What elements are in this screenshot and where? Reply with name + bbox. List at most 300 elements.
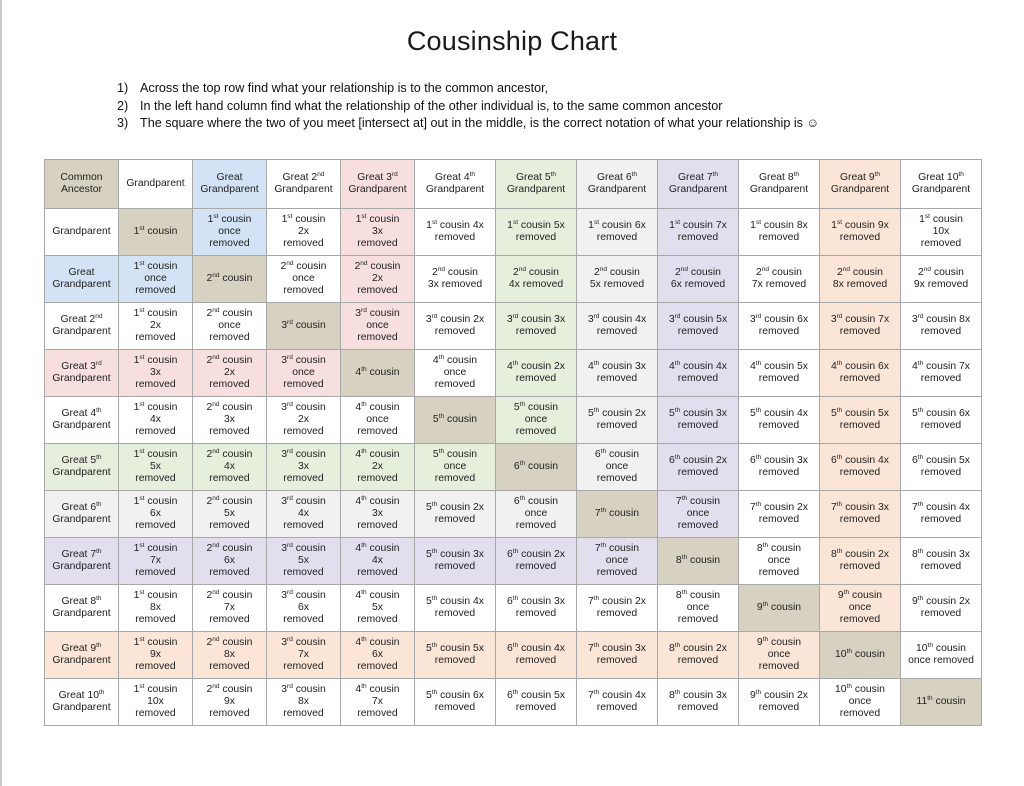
table-cell — [820, 209, 901, 256]
cell-text: 2nd cousin 5x removed — [206, 495, 253, 531]
cell-text: 3rd cousin 2x removed — [425, 313, 485, 337]
instruction-text: Across the top row find what your relationship is to the common ancestor, — [140, 81, 549, 95]
cell-text: 2nd cousin 6x removed — [206, 542, 253, 578]
cell-text: 5th cousin once removed — [513, 401, 559, 437]
table-cell — [341, 397, 415, 444]
diagonal-cell — [820, 632, 901, 679]
table-cell — [577, 585, 658, 632]
cell-text: 2nd cousin 9x removed — [913, 266, 969, 290]
cell-text: 5th cousin 3x removed — [426, 548, 484, 572]
cell-text: 4th cousin — [355, 366, 400, 378]
table-cell — [496, 491, 577, 538]
table-cell — [496, 538, 577, 585]
table-cell — [577, 256, 658, 303]
table-cell — [496, 397, 577, 444]
table-cell — [267, 679, 341, 726]
cell-text: 4th cousin 2x removed — [355, 448, 400, 484]
table-cell — [119, 632, 193, 679]
cell-text: 9th cousin — [756, 601, 802, 613]
cell-text: 6th cousin 4x removed — [831, 454, 889, 478]
cell-text: 2nd cousin 6x removed — [670, 266, 726, 290]
table-cell — [658, 491, 739, 538]
instruction-number: 2) — [117, 98, 129, 113]
table-row — [45, 679, 982, 726]
diagonal-cell — [901, 679, 982, 726]
table-cell — [193, 538, 267, 585]
table-cell — [341, 585, 415, 632]
cell-text: 7th cousin 2x removed — [588, 595, 646, 619]
table-cell — [415, 209, 496, 256]
cell-text: 3rd cousin — [281, 319, 326, 331]
cell-text: 9th cousin 2x removed — [750, 689, 808, 713]
cell-text: 8th cousin 3x removed — [669, 689, 727, 713]
row-header — [45, 209, 119, 256]
table-cell — [820, 303, 901, 350]
column-header — [193, 160, 267, 209]
table-cell — [341, 632, 415, 679]
column-header — [267, 160, 341, 209]
cell-text: 5th cousin 6x removed — [912, 407, 970, 431]
table-cell — [577, 538, 658, 585]
table-cell — [577, 303, 658, 350]
cell-text: 2nd cousin 8x removed — [206, 636, 253, 672]
table-row — [45, 350, 982, 397]
table-cell — [820, 444, 901, 491]
table-cell — [119, 444, 193, 491]
diagonal-cell — [193, 256, 267, 303]
table-cell — [739, 679, 820, 726]
cell-text: 10th cousin once removed — [835, 683, 885, 719]
cell-text: 2nd cousin 3x removed — [206, 401, 253, 437]
cell-text: 5th cousin 4x removed — [750, 407, 808, 431]
table-cell — [577, 209, 658, 256]
cell-text: 1st cousin 3x removed — [133, 354, 178, 390]
table-cell — [496, 679, 577, 726]
column-header — [739, 160, 820, 209]
cell-text: Great 4th Grandparent — [425, 171, 485, 195]
column-header — [341, 160, 415, 209]
cell-text: Great Grandparent — [52, 267, 111, 290]
table-cell — [658, 303, 739, 350]
cell-text: 7th cousin 4x removed — [912, 501, 970, 525]
diagonal-cell — [496, 444, 577, 491]
table-cell — [820, 538, 901, 585]
cell-text: 5th cousin 6x removed — [426, 689, 484, 713]
table-cell — [577, 632, 658, 679]
table-cell — [193, 209, 267, 256]
cell-text: Great 5th Grandparent — [52, 454, 111, 478]
cell-text: 1st cousin 7x removed — [133, 542, 178, 578]
table-row — [45, 538, 982, 585]
cell-text: 3rd cousin 6x removed — [749, 313, 809, 337]
cell-text: 4th cousin 3x removed — [355, 495, 400, 531]
table-cell — [341, 256, 415, 303]
table-cell — [193, 585, 267, 632]
cell-text: 4th cousin 5x removed — [750, 360, 808, 384]
cell-text: 2nd cousin 4x removed — [206, 448, 253, 484]
diagonal-cell — [341, 350, 415, 397]
table-row — [45, 303, 982, 350]
instruction-item — [117, 80, 819, 98]
table-cell — [496, 585, 577, 632]
cell-text: Great 5th Grandparent — [506, 171, 566, 195]
cell-text: 1st cousin once removed — [207, 213, 252, 249]
row-header — [45, 679, 119, 726]
table-cell — [901, 397, 982, 444]
instruction-number: 1) — [117, 81, 129, 95]
cell-text: Great 8th Grandparent — [52, 595, 111, 619]
table-cell — [739, 444, 820, 491]
table-row — [45, 491, 982, 538]
table-cell — [739, 350, 820, 397]
cell-text: 8th cousin once removed — [675, 589, 721, 625]
cell-text: 6th cousin — [513, 460, 559, 472]
cell-text: 2nd cousin 2x removed — [354, 260, 401, 296]
cell-text: Great 4th Grandparent — [52, 407, 111, 431]
cell-text: 5th cousin 3x removed — [669, 407, 727, 431]
cell-text: Great 9th Grandparent — [52, 642, 111, 666]
table-cell — [496, 632, 577, 679]
cell-text: 4th cousin 5x removed — [355, 589, 400, 625]
table-cell — [267, 632, 341, 679]
table-cell — [415, 632, 496, 679]
diagonal-cell — [739, 585, 820, 632]
table-cell — [267, 444, 341, 491]
table-cell — [658, 444, 739, 491]
table-cell — [901, 444, 982, 491]
cell-text: 1st cousin 6x removed — [133, 495, 178, 531]
cell-text: 8th cousin once removed — [756, 542, 802, 578]
cell-text: 5th cousin — [432, 413, 478, 425]
row-header — [45, 444, 119, 491]
cell-text: 2nd cousin — [206, 272, 253, 284]
cell-text: 1st cousin 8x removed — [133, 589, 178, 625]
table-row — [45, 209, 982, 256]
row-header — [45, 538, 119, 585]
column-header — [415, 160, 496, 209]
cell-text: 1st cousin 8x removed — [750, 219, 808, 243]
table-cell — [415, 350, 496, 397]
table-cell — [820, 350, 901, 397]
table-cell — [119, 679, 193, 726]
column-header — [820, 160, 901, 209]
cell-text: 6th cousin 3x removed — [507, 595, 565, 619]
row-header — [45, 491, 119, 538]
cell-text: Grandparent — [126, 178, 185, 189]
column-header — [901, 160, 982, 209]
corner-header — [45, 160, 119, 209]
cell-text: 3rd cousin 8x removed — [911, 313, 971, 337]
table-cell — [341, 303, 415, 350]
instruction-item — [117, 115, 819, 133]
table-cell — [119, 350, 193, 397]
cell-text: 2nd cousin 5x removed — [589, 266, 645, 290]
cell-text: 8th cousin 3x removed — [912, 548, 970, 572]
table-cell — [739, 397, 820, 444]
table-cell — [193, 397, 267, 444]
table-cell — [577, 397, 658, 444]
table-row — [45, 632, 982, 679]
table-cell — [739, 538, 820, 585]
table-cell — [415, 303, 496, 350]
cell-text: 9th cousin once removed — [837, 589, 883, 625]
table-cell — [901, 538, 982, 585]
cell-text: 1st cousin 4x removed — [133, 401, 178, 437]
diagonal-cell — [267, 303, 341, 350]
table-cell — [267, 538, 341, 585]
table-row — [45, 397, 982, 444]
cell-text: 2nd cousin 7x removed — [751, 266, 807, 290]
cell-text: 5th cousin 5x removed — [831, 407, 889, 431]
table-cell — [193, 491, 267, 538]
cell-text: 5th cousin 2x removed — [426, 501, 484, 525]
cell-text: 8th cousin 2x removed — [831, 548, 889, 572]
header-row — [45, 160, 982, 209]
cell-text: 3rd cousin 6x removed — [281, 589, 326, 625]
row-header — [45, 397, 119, 444]
table-cell — [820, 256, 901, 303]
table-cell — [658, 350, 739, 397]
cell-text: 3rd cousin 2x removed — [281, 401, 326, 437]
cell-text: 6th cousin 5x removed — [912, 454, 970, 478]
cell-text: 1st cousin 5x removed — [133, 448, 178, 484]
cell-text: Great 10th Grandparent — [911, 171, 971, 195]
instruction-text: The square where the two of you meet [intersect at] out in the middle, is the correct notation of what your relationship is ☺ — [140, 116, 820, 130]
cell-text: 2nd cousin 3x removed — [427, 266, 483, 290]
cell-text: 1st cousin 3x removed — [355, 213, 400, 249]
table-cell — [415, 585, 496, 632]
cell-text: 4th cousin once removed — [432, 354, 478, 390]
cell-text: 3rd cousin 3x removed — [281, 448, 326, 484]
cell-text: 2nd cousin 7x removed — [206, 589, 253, 625]
table-cell — [341, 491, 415, 538]
cell-text: 1st cousin 10x removed — [133, 683, 178, 719]
table-cell — [119, 397, 193, 444]
cell-text: Great 10th Grandparent — [52, 689, 111, 713]
cell-text: 3rd cousin once removed — [281, 354, 326, 390]
cell-text: 1st cousin 7x removed — [669, 219, 727, 243]
cell-text: 6th cousin once removed — [594, 448, 640, 484]
table-cell — [193, 350, 267, 397]
cell-text: 6th cousin 5x removed — [507, 689, 565, 713]
cell-text: 2nd cousin once removed — [206, 307, 253, 343]
cell-text: 5th cousin 4x removed — [426, 595, 484, 619]
cell-text: 7th cousin 2x removed — [750, 501, 808, 525]
cell-text: 4th cousin 4x removed — [355, 542, 400, 578]
row-header — [45, 350, 119, 397]
cell-text: 10th cousin — [835, 648, 885, 660]
table-cell — [901, 350, 982, 397]
table-cell — [901, 632, 982, 679]
table-cell — [901, 491, 982, 538]
cell-text: 1st cousin 10x removed — [919, 213, 963, 249]
column-header — [658, 160, 739, 209]
cell-text: 3rd cousin 3x removed — [506, 313, 566, 337]
table-cell — [267, 350, 341, 397]
table-cell — [496, 303, 577, 350]
table-cell — [415, 491, 496, 538]
table-cell — [496, 209, 577, 256]
column-header — [577, 160, 658, 209]
cell-text: 4th cousin once removed — [355, 401, 400, 437]
row-header — [45, 585, 119, 632]
cell-text: Great 7th Grandparent — [52, 548, 111, 572]
table-cell — [415, 256, 496, 303]
cell-text: Great 6th Grandparent — [587, 171, 647, 195]
table-cell — [341, 679, 415, 726]
cell-text: 8th cousin — [675, 554, 721, 566]
cell-text: 5th cousin 5x removed — [426, 642, 484, 666]
table-cell — [577, 679, 658, 726]
table-cell — [658, 397, 739, 444]
cell-text: 1st cousin 6x removed — [588, 219, 646, 243]
cell-text: 11th cousin — [916, 695, 966, 707]
table-cell — [658, 679, 739, 726]
table-cell — [119, 538, 193, 585]
table-cell — [193, 632, 267, 679]
cell-text: 6th cousin 2x removed — [669, 454, 727, 478]
cell-text: 1st cousin 2x removed — [281, 213, 326, 249]
table-cell — [577, 350, 658, 397]
diagonal-cell — [658, 538, 739, 585]
cell-text: Great 3rd Grandparent — [52, 360, 111, 384]
cell-text: 1st cousin 9x removed — [831, 219, 889, 243]
table-cell — [267, 256, 341, 303]
table-cell — [341, 444, 415, 491]
table-cell — [341, 538, 415, 585]
cell-text: Grandparent — [52, 226, 111, 237]
cell-text: 2nd cousin 9x removed — [206, 683, 253, 719]
table-cell — [193, 444, 267, 491]
table-cell — [739, 256, 820, 303]
instruction-item — [117, 98, 819, 116]
cell-text: Great 8th Grandparent — [749, 171, 809, 195]
cell-text: 9th cousin once removed — [756, 636, 802, 672]
table-cell — [341, 209, 415, 256]
cell-text: 1st cousin 2x removed — [133, 307, 178, 343]
table-cell — [119, 491, 193, 538]
table-cell — [739, 491, 820, 538]
table-cell — [267, 209, 341, 256]
table-cell — [820, 679, 901, 726]
table-cell — [658, 632, 739, 679]
cell-text: 9th cousin 2x removed — [912, 595, 970, 619]
row-header — [45, 632, 119, 679]
table-cell — [415, 538, 496, 585]
cell-text: 2nd cousin once removed — [280, 260, 327, 296]
cell-text: 3rd cousin 7x removed — [281, 636, 326, 672]
cell-text: 1st cousin once removed — [133, 260, 178, 296]
table-cell — [267, 585, 341, 632]
cell-text: Great 2nd Grandparent — [274, 171, 333, 195]
cell-text: 1st cousin — [133, 225, 178, 237]
cell-text: Great 2nd Grandparent — [52, 313, 111, 337]
cell-text: 7th cousin once removed — [675, 495, 721, 531]
table-cell — [193, 303, 267, 350]
table-cell — [820, 585, 901, 632]
cell-text: 6th cousin 4x removed — [507, 642, 565, 666]
cell-text: 3rd cousin 4x removed — [587, 313, 647, 337]
cell-text: 5th cousin once removed — [432, 448, 478, 484]
diagonal-cell — [577, 491, 658, 538]
table-cell — [496, 350, 577, 397]
cell-text: 2nd cousin 4x removed — [508, 266, 564, 290]
table-cell — [267, 491, 341, 538]
cell-text: 1st cousin 5x removed — [507, 219, 565, 243]
cell-text: 4th cousin 6x removed — [355, 636, 400, 672]
table-cell — [577, 444, 658, 491]
cell-text: 6th cousin 2x removed — [507, 548, 565, 572]
cell-text: Great 7th Grandparent — [668, 171, 728, 195]
cell-text: 4th cousin 4x removed — [669, 360, 727, 384]
table-cell — [739, 303, 820, 350]
table-cell — [415, 679, 496, 726]
table-cell — [267, 397, 341, 444]
table-cell — [739, 209, 820, 256]
table-row — [45, 256, 982, 303]
cell-text: 10th cousin once removed — [908, 642, 974, 666]
cell-text: 4th cousin 3x removed — [588, 360, 646, 384]
cell-text: 3rd cousin 5x removed — [668, 313, 728, 337]
table-cell — [658, 585, 739, 632]
cell-text: 4th cousin 7x removed — [912, 360, 970, 384]
table-cell — [193, 679, 267, 726]
table-cell — [901, 303, 982, 350]
cell-text: 4th cousin 6x removed — [831, 360, 889, 384]
cell-text: 3rd cousin 8x removed — [281, 683, 326, 719]
diagonal-cell — [119, 209, 193, 256]
cell-text: 6th cousin 3x removed — [750, 454, 808, 478]
cell-text: 5th cousin 2x removed — [588, 407, 646, 431]
row-header — [45, 256, 119, 303]
instruction-number: 3) — [117, 116, 129, 130]
table-cell — [415, 444, 496, 491]
table-cell — [739, 632, 820, 679]
cell-text: 7th cousin once removed — [594, 542, 640, 578]
cell-text: 2nd cousin 2x removed — [206, 354, 253, 390]
instruction-text: In the left hand column find what the relationship of the other individual is, to the same common ancestor — [140, 98, 723, 113]
cell-text: Great 6th Grandparent — [52, 501, 111, 525]
cell-text: Great 3rd Grandparent — [348, 171, 407, 195]
table-cell — [901, 256, 982, 303]
cell-text: 3rd cousin 5x removed — [281, 542, 326, 578]
table-cell — [658, 256, 739, 303]
table-cell — [119, 585, 193, 632]
instructions-list — [117, 80, 819, 133]
column-header — [119, 160, 193, 209]
cell-text: 3rd cousin 4x removed — [281, 495, 326, 531]
table-cell — [901, 209, 982, 256]
cell-text: 3rd cousin once removed — [355, 307, 400, 343]
table-cell — [820, 491, 901, 538]
diagonal-cell — [415, 397, 496, 444]
cell-text: 7th cousin 3x removed — [831, 501, 889, 525]
cell-text: 3rd cousin 7x removed — [830, 313, 890, 337]
cell-text: 7th cousin 4x removed — [588, 689, 646, 713]
cell-text: 6th cousin once removed — [513, 495, 559, 531]
page-title: Cousinship Chart — [406, 26, 618, 56]
table-cell — [119, 303, 193, 350]
cousinship-table — [44, 159, 982, 726]
cell-text: 1st cousin 9x removed — [133, 636, 178, 672]
table-cell — [119, 256, 193, 303]
cell-text: Great 9th Grandparent — [830, 171, 890, 195]
page-edge — [0, 0, 2, 786]
table-row — [45, 585, 982, 632]
row-header — [45, 303, 119, 350]
table-cell — [901, 585, 982, 632]
cell-text: Great Grandparent — [200, 172, 259, 195]
